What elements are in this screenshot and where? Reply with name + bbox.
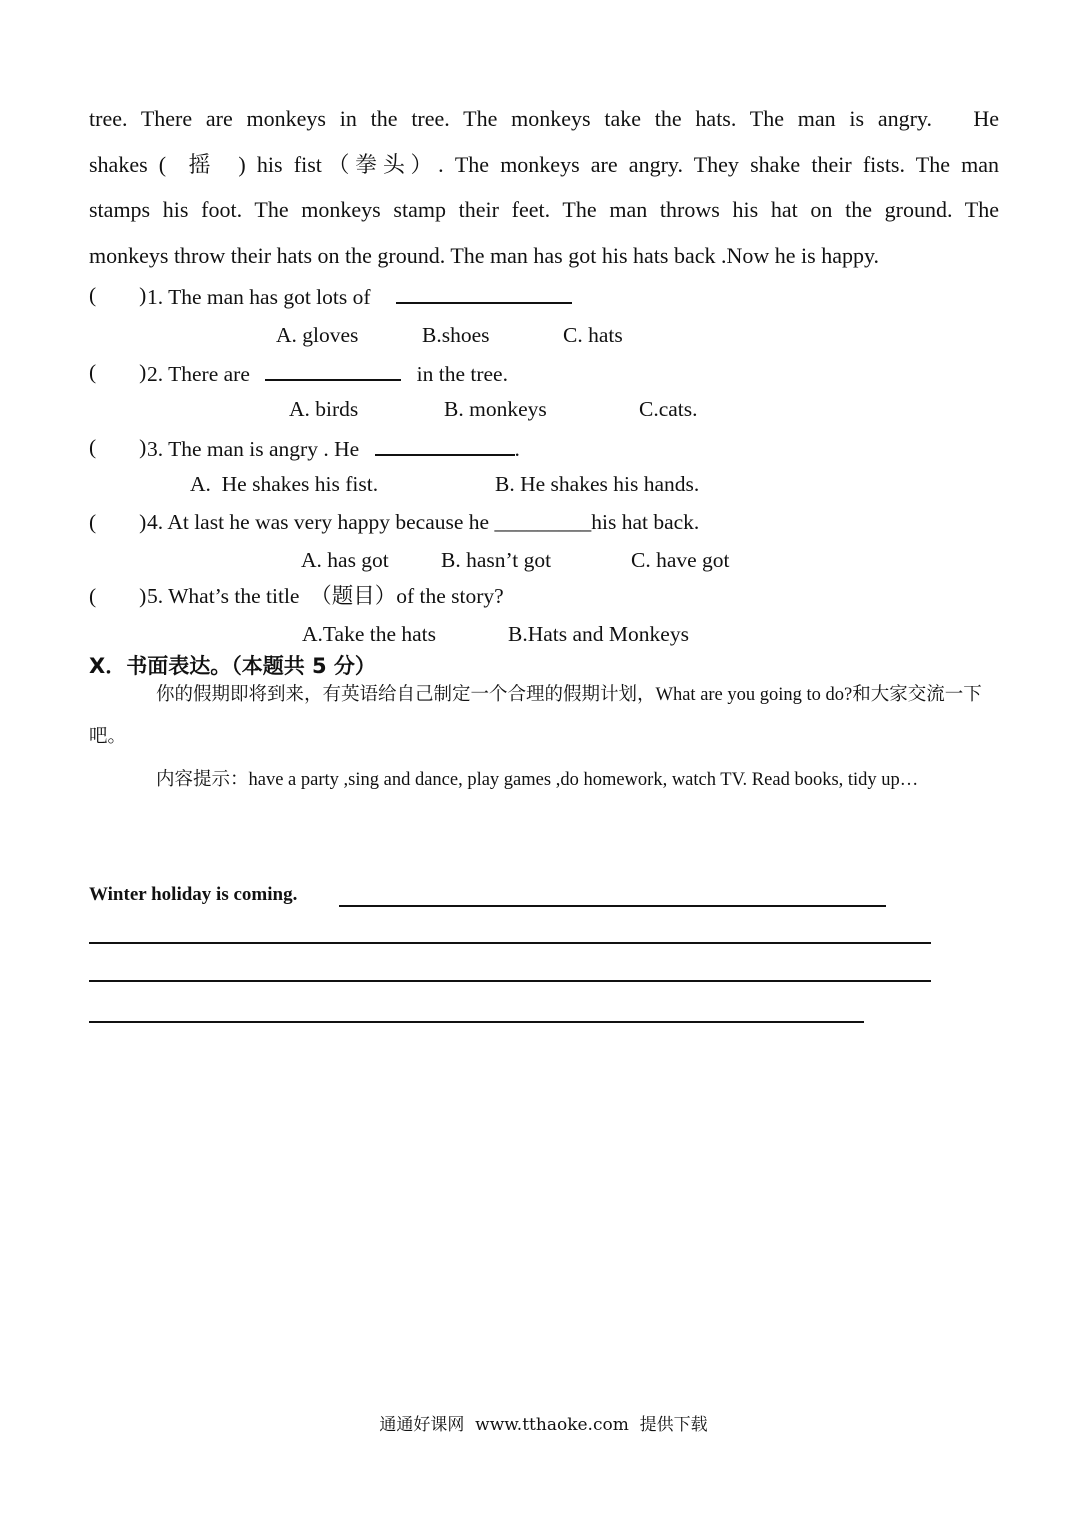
passage-line: shakes ( 摇 ) his fist（拳头）. The monkeys are angry. They shake their fists. The man xyxy=(89,151,999,177)
fill-blank[interactable] xyxy=(396,280,572,304)
option-c: C. hats xyxy=(563,323,623,347)
worksheet-page xyxy=(89,96,999,905)
writing-line[interactable] xyxy=(89,1021,864,1023)
answer-parentheses[interactable]: ( ) xyxy=(89,360,147,384)
option-a: A.Take the hats xyxy=(302,622,437,646)
passage-line: stamps his foot. The monkeys stamp their feet. The man throws his hat on the ground. The xyxy=(89,197,999,222)
question-text: 5. What’s the title （题目）of the story? xyxy=(147,584,504,608)
option-a: A. birds xyxy=(289,397,359,421)
question-2 xyxy=(89,357,999,387)
question-text: 3. The man is angry . He xyxy=(147,437,360,461)
writing-prompt: Winter holiday is coming. xyxy=(89,884,298,905)
section-heading: X．书面表达。（本题共 5 分） xyxy=(89,654,376,678)
reading-passage xyxy=(89,96,999,278)
question-text: 4. At last he was very happy because he xyxy=(147,510,490,534)
question-1 xyxy=(89,280,999,310)
writing-instruction: 你的假期即将到来，有英语给自己制定一个合理的假期计划，What are you going to do?和大家交流一下吧。 xyxy=(89,685,982,747)
question-3 xyxy=(89,432,999,462)
option-a: A. He shakes his fist. xyxy=(190,472,379,496)
answer-parentheses[interactable]: ( ) xyxy=(89,510,147,534)
option-b: B. hasn’t got xyxy=(441,548,552,572)
option-b: B.Hats and Monkeys xyxy=(508,622,689,646)
option-a: A. has got xyxy=(301,548,389,572)
answer-parentheses[interactable]: ( ) xyxy=(89,584,147,608)
option-b: B.shoes xyxy=(422,323,490,347)
answer-parentheses[interactable]: ( ) xyxy=(89,435,147,459)
question-5 xyxy=(89,581,999,611)
fill-blank[interactable]: _________ xyxy=(494,510,592,534)
question-4 xyxy=(89,507,999,537)
option-c: C. have got xyxy=(631,548,730,572)
option-b: B. He shakes his hands. xyxy=(495,472,700,496)
passage-line: tree. There are monkeys in the tree. The monkeys take the hats. The man is angry. He xyxy=(89,106,999,131)
option-c: C.cats. xyxy=(639,397,698,421)
writing-line[interactable] xyxy=(339,905,886,907)
passage-line: monkeys throw their hats on the ground. The man has got his hats back .Now he is happy. xyxy=(89,242,880,268)
question-text-after: . xyxy=(514,437,520,461)
question-text-after: his hat back. xyxy=(591,510,700,534)
answer-parentheses[interactable]: ( ) xyxy=(89,283,147,307)
question-text: 2. There are xyxy=(147,362,250,386)
content-hint: 内容提示：have a party ,sing and dance, play games ,do homework, watch TV. Read books, tidy up… xyxy=(156,770,919,790)
question-text: 1. The man has got lots of xyxy=(147,285,371,309)
option-a: A. gloves xyxy=(276,323,359,347)
option-b: B. monkeys xyxy=(444,397,547,421)
fill-blank[interactable] xyxy=(375,432,515,456)
fill-blank[interactable] xyxy=(265,357,401,381)
writing-line[interactable] xyxy=(89,980,931,982)
writing-line[interactable] xyxy=(89,942,931,944)
page-footer: 通通好课网 www.tthaoke.com 提供下载 xyxy=(379,1415,708,1435)
question-text-after: in the tree. xyxy=(416,362,508,386)
